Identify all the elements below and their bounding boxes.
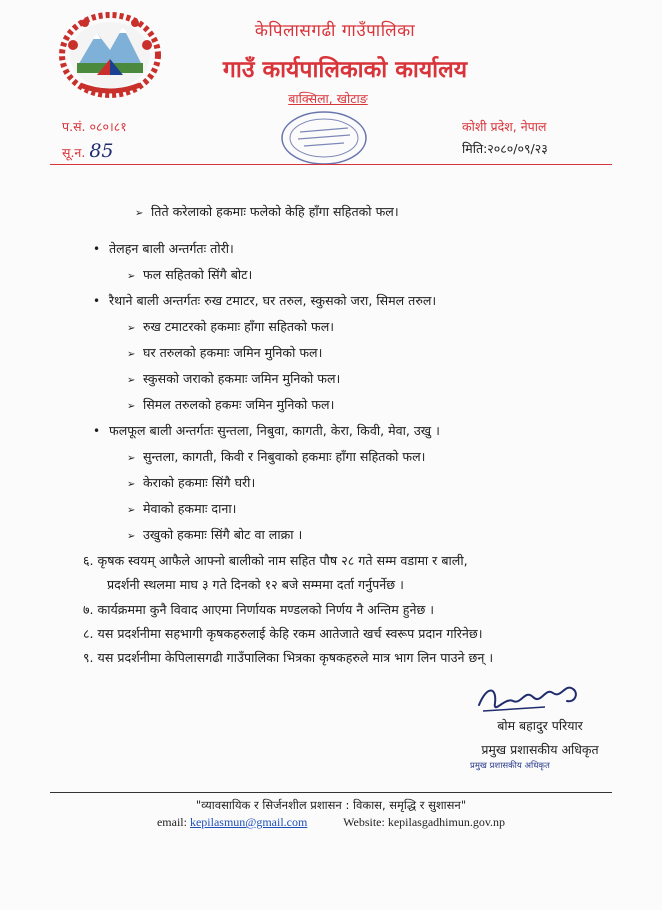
numbered-paragraph: ७. कार्यक्रममा कुनै विवाद आएमा निर्णायक मण्डलको निर्णय नै अन्तिम हुनेछ । bbox=[83, 602, 435, 617]
website-text: kepilasgadhimun.gov.np bbox=[387, 815, 506, 829]
bullet-icon: • bbox=[93, 424, 101, 438]
numbered-paragraph-continuation: प्रदर्शनी स्थलमा माघ ३ गते दिनको १२ बजे सम्ममा दर्ता गर्नुपर्नेछ । bbox=[107, 577, 404, 592]
office-title: गाउँ कार्यपालिकाको कार्यालय bbox=[222, 57, 468, 83]
office-address: बाक्सिला, खोटाङ bbox=[288, 91, 368, 106]
list-item: ➢ घर तरुलको हकमाः जमिन मुनिको फल। bbox=[127, 345, 323, 360]
serial-number-row bbox=[62, 140, 114, 162]
nepal-emblem-icon bbox=[55, 5, 165, 100]
signer-name: बोम बहादुर परियार bbox=[497, 718, 583, 733]
arrow-bullet-icon: ➢ bbox=[127, 375, 136, 386]
arrow-bullet-icon: ➢ bbox=[127, 531, 136, 542]
arrow-bullet-icon: ➢ bbox=[127, 479, 136, 490]
footer-rule bbox=[50, 792, 612, 793]
arrow-bullet-icon: ➢ bbox=[127, 401, 136, 412]
list-item: ➢ स्कुसको जराको हकमाः जमिन मुनिको फल। bbox=[127, 371, 341, 386]
list-item: ➢ मेवाको हकमाः दाना। bbox=[127, 501, 237, 516]
numbered-paragraph: ८. यस प्रदर्शनीमा सहभागी कृषकहरुलाई केहि रकम आतेजाते खर्च स्वरूप प्रदान गरिनेछ। bbox=[83, 626, 483, 641]
arrow-bullet-icon: ➢ bbox=[127, 271, 136, 282]
office-name: केपिलासगढी गाउँपालिका bbox=[254, 21, 416, 41]
list-item: ➢ सिमल तरुलको हकमः जमिन मुनिको फल। bbox=[127, 397, 335, 412]
arrow-bullet-icon: ➢ bbox=[127, 349, 136, 360]
numbered-paragraph: ९. यस प्रदर्शनीमा केपिलासगढी गाउँपालिका भित्रका कृषकहरुले मात्र भाग लिन पाउने छन् । bbox=[83, 650, 494, 665]
email-link[interactable]: kepilasmun@gmail.com bbox=[189, 815, 308, 829]
list-item: ➢ सुन्तला, कागती, किवी र निबुवाको हकमाः हाँगा सहितको फल। bbox=[127, 449, 426, 464]
list-item: ➢ तिते करेलाको हकमाः फलेको केहि हाँगा सहितको फल। bbox=[135, 204, 399, 219]
province: कोशी प्रदेश, नेपाल bbox=[462, 119, 547, 134]
list-item: • फलफूल बाली अन्तर्गतः सुन्तला, निबुवा, कागती, केरा, किवी, मेवा, उखु । bbox=[93, 423, 440, 438]
list-item: ➢ फल सहितको सिंगै बोट। bbox=[127, 267, 253, 282]
signature-icon bbox=[475, 675, 585, 720]
list-item: ➢ केराको हकमाः सिंगै घरी। bbox=[127, 475, 256, 490]
arrow-bullet-icon: ➢ bbox=[127, 323, 136, 334]
signer-stamp: प्रमुख प्रशासकीय अधिकृत bbox=[470, 761, 550, 771]
list-item: • तेलहन बाली अन्तर्गतः तोरी। bbox=[93, 241, 234, 256]
office-stamp-icon bbox=[278, 108, 370, 168]
list-item: ➢ उखुको हकमाः सिंगै बोट वा लाक्रा । bbox=[127, 527, 303, 542]
reference-number: प.सं. ०८०।८१ bbox=[62, 119, 127, 134]
email-label: email: bbox=[156, 815, 187, 829]
arrow-bullet-icon: ➢ bbox=[127, 453, 136, 464]
serial-number-label: सू.न. bbox=[62, 145, 86, 160]
website-label: Website: bbox=[343, 815, 385, 829]
arrow-bullet-icon: ➢ bbox=[135, 208, 144, 219]
serial-number-handwritten: 85 bbox=[89, 140, 114, 162]
header-rule bbox=[50, 164, 612, 165]
list-item: ➢ रुख टमाटरको हकमाः हाँगा सहितको फल। bbox=[127, 319, 335, 334]
signer-title: प्रमुख प्रशासकीय अधिकृत bbox=[481, 742, 599, 757]
list-item: • रैथाने बाली अन्तर्गतः रुख टमाटर, घर तरुल, स्कुसको जरा, सिमल तरुल। bbox=[93, 293, 437, 308]
arrow-bullet-icon: ➢ bbox=[127, 505, 136, 516]
footer-motto: "व्यावसायिक र सिर्जनशील प्रशासन : विकास, समृद्धि र सुशासन" bbox=[195, 798, 467, 812]
footer-contact bbox=[0, 815, 662, 830]
letter-date: मिति:२०८०/०९/२३ bbox=[462, 141, 548, 156]
numbered-paragraph: ६. कृषक स्वयम् आफैले आफ्नो बालीको नाम सहित पौष २८ गते सम्म वडामा र बाली, bbox=[83, 553, 468, 568]
bullet-icon: • bbox=[93, 242, 101, 256]
bullet-icon: • bbox=[93, 294, 101, 308]
